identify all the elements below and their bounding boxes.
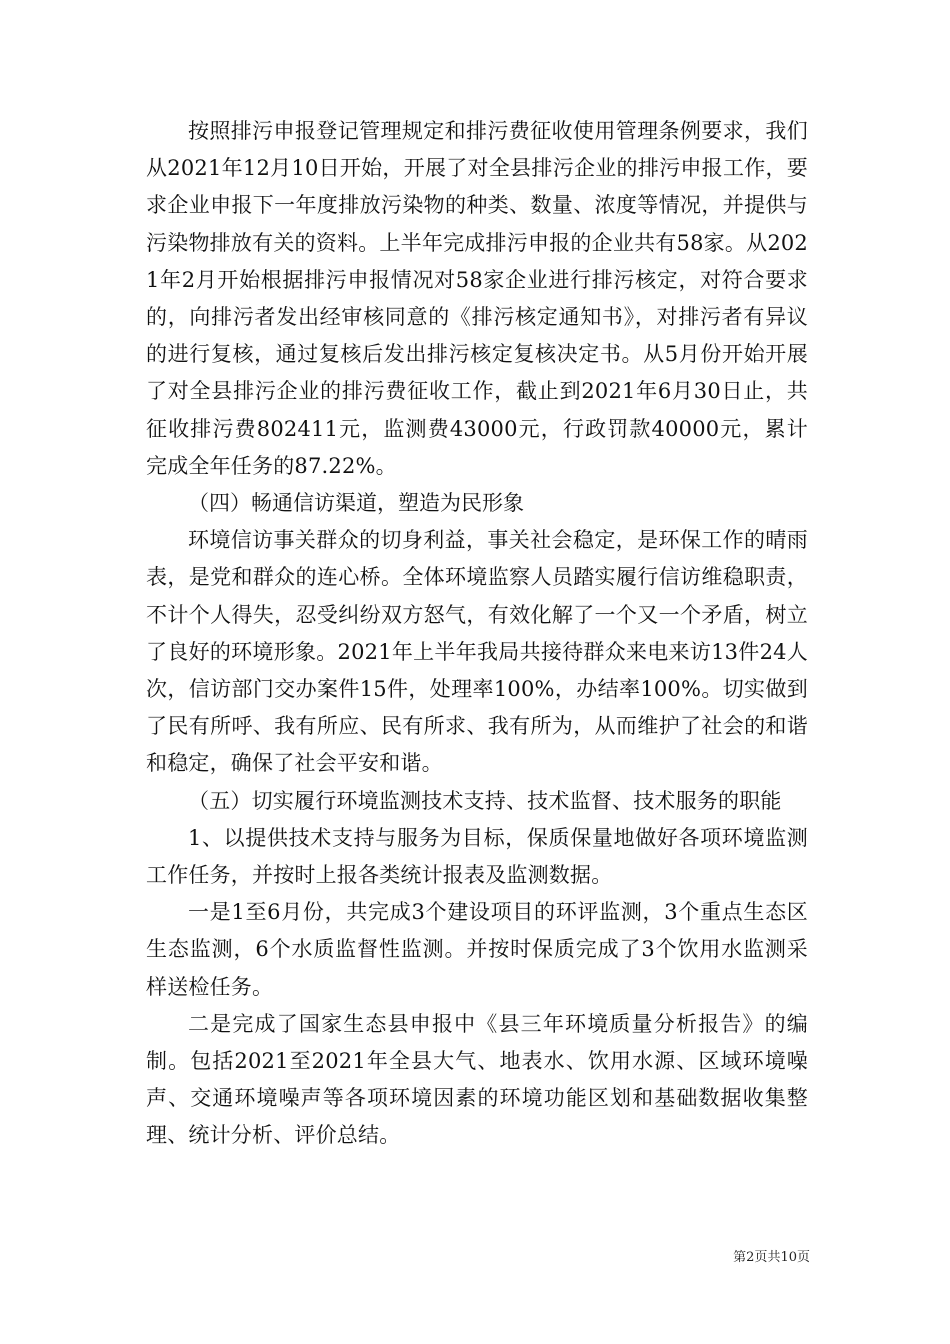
paragraph-monitoring-first: 一是1至6月份，共完成3个建设项目的环评监测，3个重点生态区生态监测，6个水质监督性监测。并按时保质完成了3个饮用水监测采样送检任务。: [146, 900, 808, 999]
section-heading-monitoring: （五）切实履行环境监测技术支持、技术监督、技术服务的职能: [188, 788, 782, 813]
paragraph-petition: 环境信访事关群众的切身利益，事关社会稳定，是环保工作的晴雨表，是党和群众的连心桥。全体环境监察人员踏实履行信访维稳职责，不计个人得失，忍受纠纷双方怒气，有效化解了一个又一个矛盾，树立了良好的环境形象。2021年上半年我局共接待群众来电来访13件24人次，信访部门交办案件15件，处理率100%，办结率100%。切实做到了民有所呼、我有所应、民有所求、我有所为，从而维护了社会的和谐和稳定，确保了社会平安和谐。: [146, 528, 808, 776]
paragraph-monitoring-goal: 1、以提供技术支持与服务为目标，保质保量地做好各项环境监测工作任务，并按时上报各类统计报表及监测数据。: [146, 825, 808, 888]
paragraph-monitoring-second: 二是完成了国家生态县申报中《县三年环境质量分析报告》的编制。包括2021至2021年全县大气、地表水、饮用水源、区域环境噪声、交通环境噪声等各项环境因素的环境功能区划和基础数据收集整理、统计分析、评价总结。: [146, 1011, 808, 1148]
page-number: 第2页共10页: [733, 1250, 810, 1265]
section-heading-petition: （四）畅通信访渠道，塑造为民形象: [188, 491, 524, 516]
document-body: [146, 113, 808, 1155]
paragraph-pollution-declaration: 按照排污申报登记管理规定和排污费征收使用管理条例要求，我们从2021年12月10日开始，开展了对全县排污企业的排污申报工作，要求企业申报下一年度排放污染物的种类、数量、浓度等情况，并提供与污染物排放有关的资料。上半年完成排污申报的企业共有58家。从2021年2月开始根据排污申报情况对58家企业进行排污核定，对符合要求的，向排污者发出经审核同意的《排污核定通知书》，对排污者有异议的进行复核，通过复核后发出排污核定复核决定书。从5月份开始开展了对全县排污企业的排污费征收工作，截止到2021年6月30日止，共征收排污费802411元，监测费43000元，行政罚款40000元，累计完成全年任务的87.22%。: [146, 119, 808, 478]
